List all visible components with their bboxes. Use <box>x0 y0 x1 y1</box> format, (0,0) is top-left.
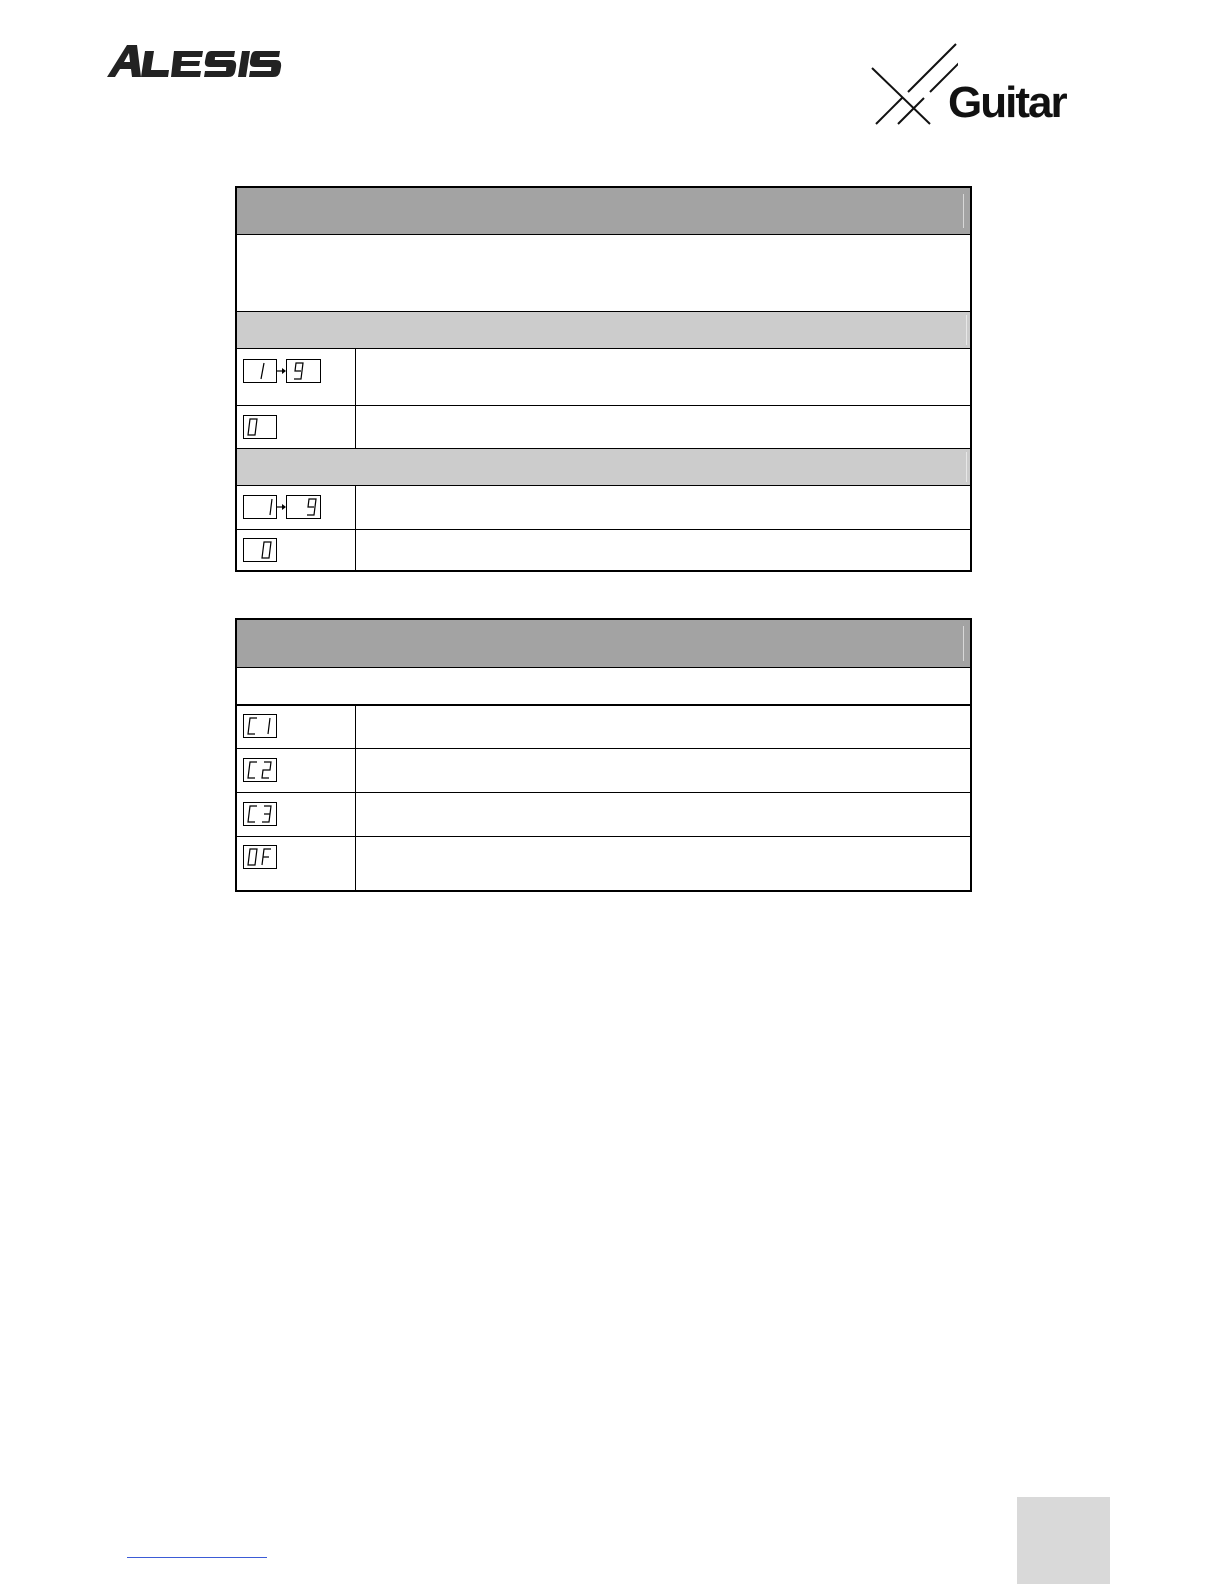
page-number-box <box>1017 1497 1110 1584</box>
display-cell <box>237 349 356 405</box>
table-row <box>237 405 970 448</box>
led-display <box>286 359 321 383</box>
led-display <box>243 538 277 562</box>
table-note-row <box>237 235 970 311</box>
led-display <box>243 359 277 383</box>
table-row <box>237 792 970 836</box>
led-display <box>243 758 277 782</box>
alesis-logo <box>107 43 282 79</box>
xguitar-logo <box>868 40 1084 130</box>
x-mark-icon <box>868 40 958 130</box>
display-cell <box>237 837 356 892</box>
table-row <box>237 529 970 570</box>
display-cell <box>237 706 356 748</box>
description-cell <box>357 837 970 892</box>
arrow-right-icon <box>277 495 286 519</box>
table-row <box>237 485 970 529</box>
led-display <box>243 415 277 439</box>
table-header <box>237 620 970 668</box>
settings-table-1 <box>235 186 972 572</box>
display-cell <box>237 749 356 792</box>
led-display <box>243 714 277 738</box>
table-subheader <box>237 311 970 348</box>
footer-link-underline[interactable] <box>127 1557 267 1558</box>
description-cell <box>357 406 970 448</box>
description-cell <box>357 793 970 836</box>
description-cell <box>357 349 970 405</box>
display-cell <box>237 406 356 448</box>
description-cell <box>357 486 970 529</box>
led-display <box>286 495 321 519</box>
led-display <box>243 845 277 869</box>
table-subheader <box>237 448 970 485</box>
description-cell <box>357 706 970 748</box>
description-cell <box>357 530 970 570</box>
display-cell <box>237 486 356 529</box>
display-cell <box>237 793 356 836</box>
table-header <box>237 188 970 235</box>
product-name: Guitar <box>948 78 1066 127</box>
display-cell <box>237 530 356 570</box>
settings-table-2 <box>235 618 972 892</box>
table-row <box>237 836 970 892</box>
description-cell <box>357 749 970 792</box>
table-row <box>237 348 970 405</box>
led-display <box>243 495 277 519</box>
led-display <box>243 802 277 826</box>
table-note-row <box>237 668 970 705</box>
table-row <box>237 748 970 792</box>
arrow-right-icon <box>277 359 286 383</box>
table-row <box>237 705 970 748</box>
